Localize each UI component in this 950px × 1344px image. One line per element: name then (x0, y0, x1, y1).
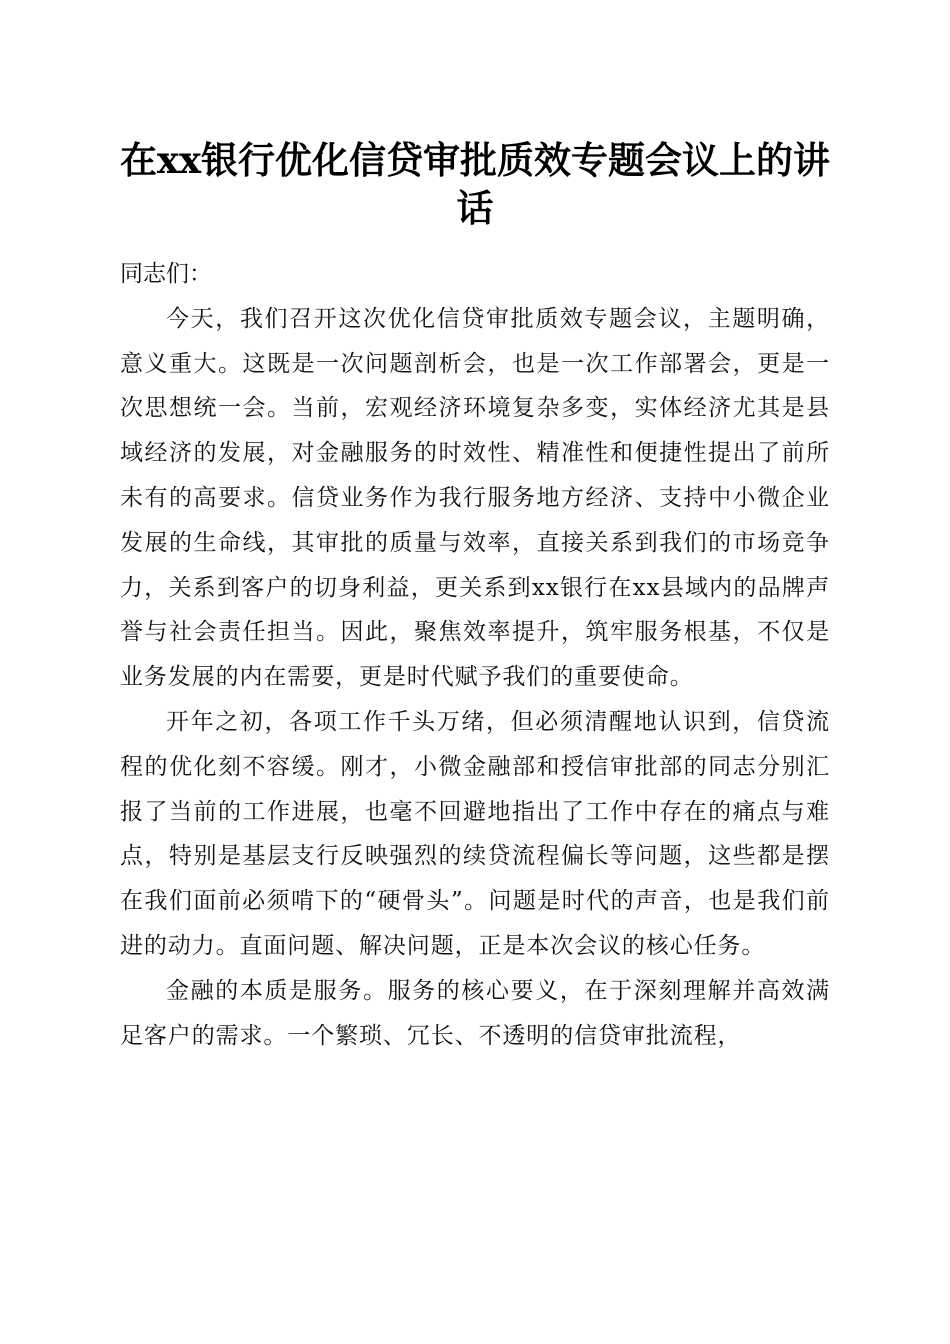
document-title: 在xx银行优化信贷审批质效专题会议上的讲话 (119, 138, 831, 230)
paragraph-2: 开年之初，各项工作千头万绪，但必须清醒地认识到，信贷流程的优化刻不容缓。刚才，小微金融部和授信审批部的同志分别汇报了当前的工作进展，也毫不回避地指出了工作中存在的痛点与难点，特别是基层支行反映强烈的续贷流程偏长等问题，这些都是摆在我们面前必须啃下的“硬骨头”。问题是时代的声音，也是我们前进的动力。直面问题、解决问题，正是本次会议的核心任务。 (120, 708, 830, 959)
paragraph-3: 金融的本质是服务。服务的核心要义，在于深刻理解并高效满足客户的需求。一个繁琐、冗长、不透明的信贷审批流程， (120, 977, 830, 1049)
salutation: 同志们： (120, 261, 212, 287)
document-body (120, 252, 830, 1058)
paragraph-1: 今天，我们召开这次优化信贷审批质效专题会议，主题明确，意义重大。这既是一次问题剖析会，也是一次工作部署会，更是一次思想统一会。当前，宏观经济环境复杂多变，实体经济尤其是县域经济的发展，对金融服务的时效性、精准性和便捷性提出了前所未有的高要求。信贷业务作为我行服务地方经济、支持中小微企业发展的生命线，其审批的质量与效率，直接关系到我们的市场竞争力，关系到客户的切身利益，更关系到xx银行在xx县域内的品牌声誉与社会责任担当。因此，聚焦效率提升，筑牢服务根基，不仅是业务发展的内在需要，更是时代赋予我们的重要使命。 (120, 305, 830, 691)
